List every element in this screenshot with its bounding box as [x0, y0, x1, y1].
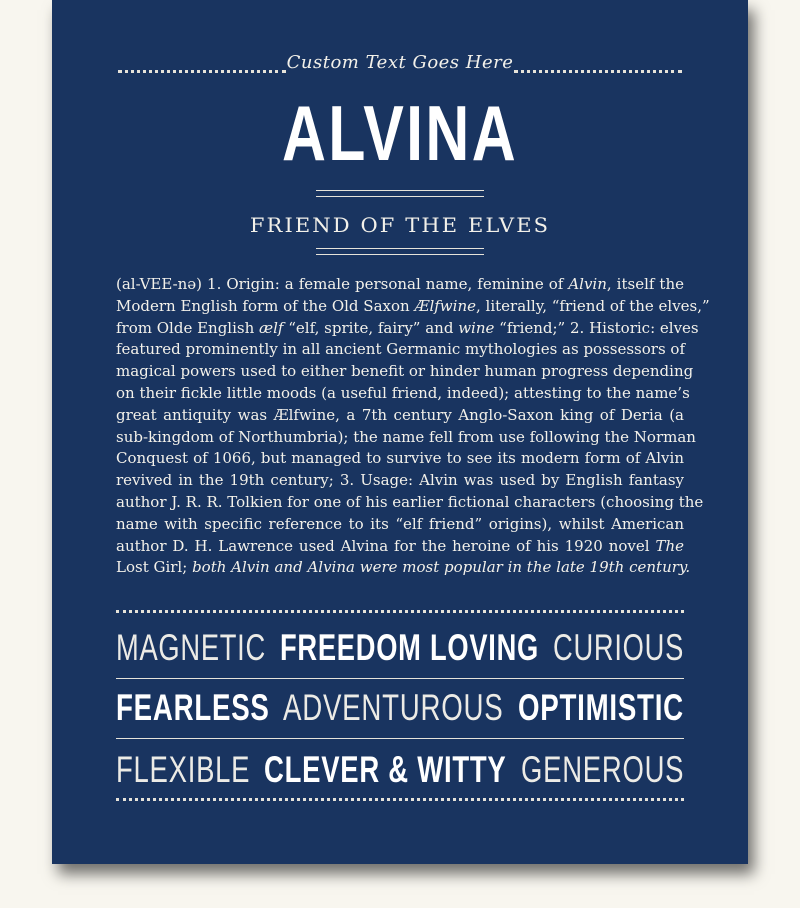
definition-line: [116, 383, 690, 405]
poster-name-title: ALVINA: [282, 89, 518, 177]
definition-line: [116, 514, 684, 536]
definition-line: [116, 296, 710, 318]
personality-trait: CLEVER & WITTY: [264, 749, 507, 790]
definition-text: magical powers used to either benefit or hinder human progress depending: [116, 362, 694, 381]
trait-divider-1: [116, 678, 684, 679]
personality-trait: MAGNETIC: [116, 627, 266, 668]
name-underline-2: [316, 196, 484, 197]
definition-text: author J. R. R. Tolkien for one of his earlier fictional characters (choosing the: [116, 492, 704, 511]
definition-italic-term: Ælfwine: [414, 296, 476, 315]
definition-line: [116, 448, 684, 470]
personality-trait: OPTIMISTIC: [517, 687, 684, 728]
definition-text: Modern English form of the Old Saxon: [116, 296, 415, 315]
definition-line: [116, 557, 691, 579]
custom-text: Custom Text Goes Here: [286, 52, 514, 73]
definition-line: [116, 274, 684, 296]
meaning-underline-2: [316, 254, 484, 255]
meaning-underline-1: [316, 248, 484, 249]
definition-line: [116, 318, 699, 340]
definition-line: [116, 536, 684, 558]
definition-text: Conquest of 1066, but managed to survive to see its modern form of Alvin: [116, 449, 684, 468]
definition-text: sub-kingdom of Northumbria); the name fell from use following the Norman: [116, 427, 696, 446]
traits-top-dotted-divider: [116, 610, 684, 613]
definition-text: (al-VEE-nə) 1. Origin: a female personal name, feminine of: [116, 275, 569, 293]
personality-trait: FEARLESS: [116, 687, 270, 728]
definition-text: great antiquity was Ælfwine, a 7th century Anglo-Saxon king of Deria (a: [116, 405, 684, 424]
definition-line: [116, 339, 684, 361]
definition-text: , itself the: [606, 275, 684, 293]
name-underline-1: [316, 190, 484, 191]
name-definition-paragraph: [116, 274, 710, 579]
definition-text: , literally, “friend of the elves,”: [475, 296, 710, 315]
traits-bottom-dotted-divider: [116, 798, 684, 801]
definition-line: [116, 361, 694, 383]
definition-italic-term: both Alvin and Alvina were most popular in the late 19th century.: [187, 558, 691, 577]
definition-italic-term: wine: [458, 318, 495, 337]
definition-text: from Olde English: [116, 318, 260, 337]
definition-italic-term: Alvin: [568, 275, 607, 293]
personality-trait: ADVENTUROUS: [283, 687, 504, 728]
definition-italic-term: The: [655, 536, 684, 555]
personality-trait: GENEROUS: [520, 749, 684, 790]
trait-row-3: [116, 746, 684, 794]
trait-row-2: [116, 684, 684, 732]
definition-line: [116, 427, 696, 449]
personality-trait: FREEDOM LOVING: [279, 627, 539, 668]
definition-line: [116, 405, 684, 427]
definition-text: name with specific reference to its “elf friend” origins), whilst American: [116, 514, 684, 533]
definition-text: Lost Girl;: [116, 558, 188, 577]
personality-trait: FLEXIBLE: [116, 749, 251, 790]
trait-divider-2: [116, 738, 684, 739]
definition-text: revived in the 19th century; 3. Usage: Alvin was used by English fantasy: [116, 471, 684, 490]
definition-text: “friend;” 2. Historic: elves: [494, 318, 699, 337]
definition-text: “elf, sprite, fairy” and: [283, 318, 459, 337]
definition-line: [116, 470, 684, 492]
definition-text: author D. H. Lawrence used Alvina for the heroine of his 1920 novel: [116, 536, 656, 555]
definition-text: on their fickle little moods (a useful friend, indeed); attesting to the name’s: [116, 383, 690, 402]
name-poster: [52, 0, 748, 864]
name-meaning: FRIEND OF THE ELVES: [249, 213, 551, 237]
definition-line: [116, 492, 704, 514]
trait-row-1: [116, 624, 684, 672]
personality-trait: CURIOUS: [552, 627, 684, 668]
definition-text: featured prominently in all ancient Germanic mythologies as possessors of: [116, 340, 686, 359]
definition-italic-term: ælf: [259, 318, 284, 337]
